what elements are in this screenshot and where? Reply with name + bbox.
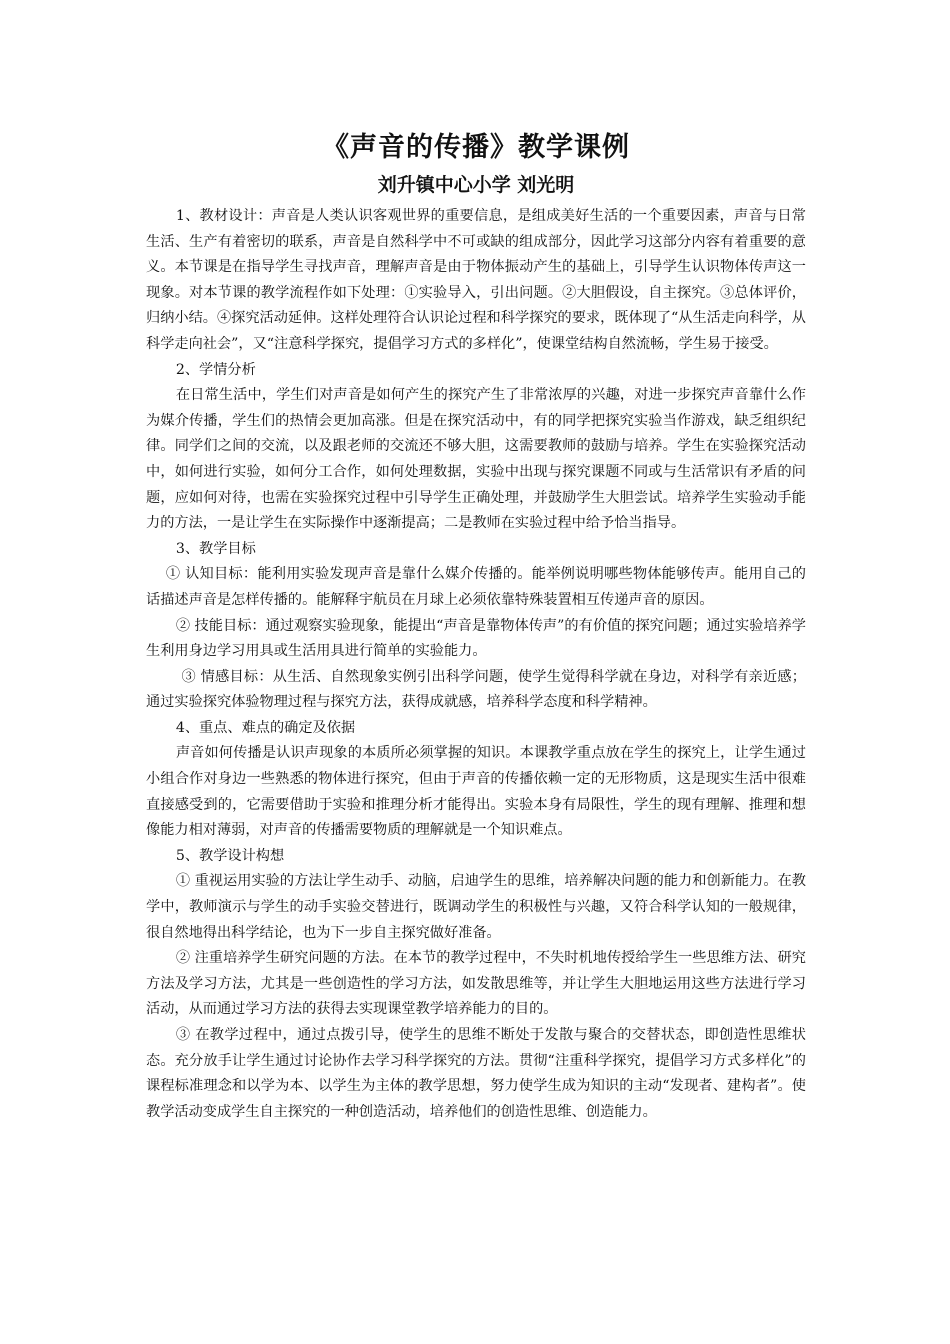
- document-author: 刘升镇中心小学 刘光明: [377, 174, 575, 196]
- document-title: 《声音的传播》教学课例: [322, 132, 630, 163]
- paragraph-design-idea-3: ③ 在教学过程中，通过点拨引导，使学生的思维不断处于发散与聚合的交替状态，即创造性思维状态。充分放手让学生通过讨论协作去学习科学探究的方法。贯彻“注重科学探究，提倡学习方式多样化”的课程标准理念和以学为本、以学生为主体的教学思想，努力使学生成为知识的主动“发现者、建构者”。使教学活动变成学生自主探究的一种创造活动，培养他们的创造性思维、创造能力。: [146, 1027, 806, 1120]
- paragraph-cognitive-goal: ① 认知目标：能利用实验发现声音是靠什么媒介传播的。能举例说明哪些物体能够传声。能用自己的话描述声音是怎样传播的。能解释宇航员在月球上必须依靠特殊装置相互传递声音的原因。: [146, 566, 806, 608]
- paragraph-emotion-goal: ③ 情感目标：从生活、自然现象实例引出科学问题，使学生觉得科学就在身边，对科学有亲近感；通过实验探究体验物理过程与探究方法，获得成就感，培养科学态度和科学精神。: [146, 668, 806, 711]
- heading-learner-analysis: 2、学情分析: [175, 361, 256, 378]
- paragraph-key-points: 声音如何传播是认识声现象的本质所必须掌握的知识。本课教学重点放在学生的探究上，让学生通过小组合作对身边一些熟悉的物体进行探究，但由于声音的传播依赖一定的无形物质，这是现实生活中很难直接感受到的，它需要借助于实验和推理分析才能得出。实验本身有局限性，学生的现有理解、推理和想像能力相对薄弱，对声音的传播需要物质的理解就是一个知识难点。: [146, 745, 806, 839]
- paragraph-design-idea-1: ① 重视运用实验的方法让学生动手、动脑，启迪学生的思维，培养解决问题的能力和创新能力。在教学中，教师演示与学生的动手实验交替进行，既调动学生的积极性与兴趣，又符合科学认知的一般规律，很自然地得出科学结论，也为下一步自主探究做好准备。: [146, 873, 806, 941]
- heading-teaching-goals: 3、教学目标: [175, 540, 256, 557]
- paragraph-design-idea-2: ② 注重培养学生研究问题的方法。在本节的教学过程中，不失时机地传授给学生一些思维方法、研究方法及学习方法，尤其是一些创造性的学习方法，如发散思维等，并让学生大胆地运用这些方法进行学习活动，从而通过学习方法的获得去实现课堂教学培养能力的目的。: [146, 950, 806, 1018]
- paragraph-textbook-design: 1、教材设计：声音是人类认识客观世界的重要信息，是组成美好生活的一个重要因素，声音与日常生活、生产有着密切的联系，声音是自然科学中不可或缺的组成部分，因此学习这部分内容有着重要的意义。本节课是在指导学生寻找声音，理解声音是由于物体振动产生的基础上，引导学生认识物体传声这一现象。对本节课的教学流程作如下处理：①实验导入，引出问题。②大胆假设，自主探究。③总体评价，归纳小结。④探究活动延伸。这样处理符合认识论过程和科学探究的要求，既体现了“从生活走向科学，从科学走向社会”，又“注意科学探究，提倡学习方式的多样化”，使课堂结构自然流畅，学生易于接受。: [146, 208, 806, 352]
- paragraph-learner-analysis: 在日常生活中，学生们对声音是如何产生的探究产生了非常浓厚的兴趣，对进一步探究声音靠什么作为媒介传播，学生们的热情会更加高涨。但是在探究活动中，有的同学把探究实验当作游戏，缺乏组织纪律。同学们之间的交流，以及跟老师的交流还不够大胆，这需要教师的鼓励与培养。学生在实验探究活动中，如何进行实验，如何分工合作，如何处理数据，实验中出现与探究课题不同或与生活常识有矛盾的问题，应如何对待，也需在实验探究过程中引导学生正确处理，并鼓励学生大胆尝试。培养学生实验动手能力的方法，一是让学生在实际操作中逐渐提高；二是教师在实验过程中给予恰当指导。: [146, 387, 806, 532]
- document-page: [146, 128, 806, 1125]
- heading-design-ideas: 5、教学设计构想: [175, 847, 285, 864]
- paragraph-skill-goal: ② 技能目标：通过观察实验现象，能提出“声音是靠物体传声”的有价值的探究问题；通过实验培养学生利用身边学习用具或生活用具进行简单的实验能力。: [146, 617, 806, 660]
- heading-key-points: 4、重点、难点的确定及依据: [175, 719, 356, 736]
